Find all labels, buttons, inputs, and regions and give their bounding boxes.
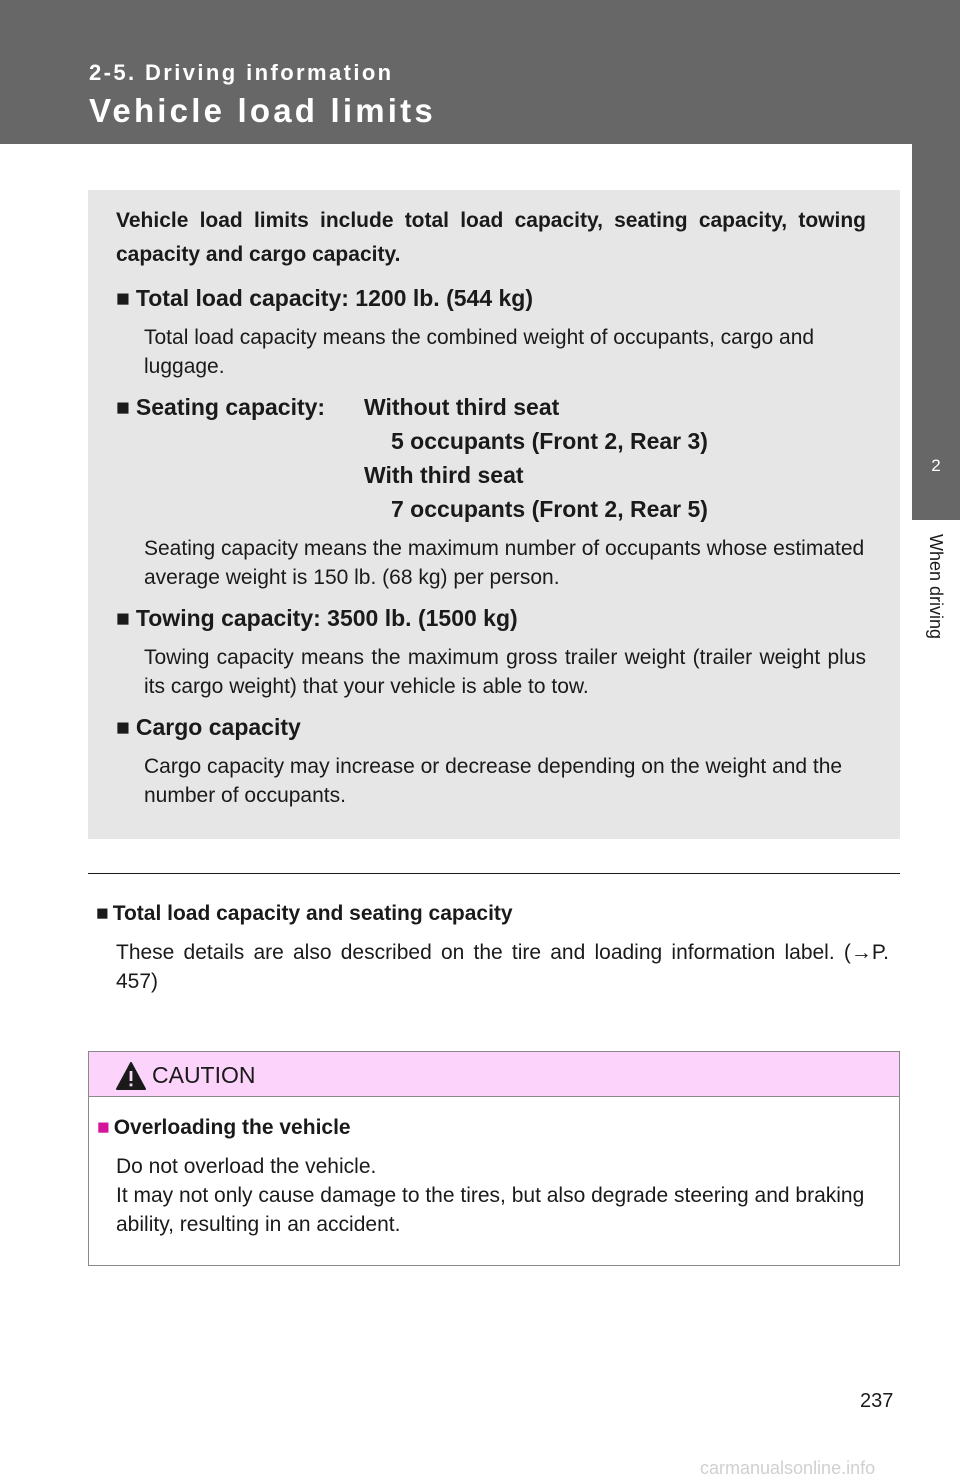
page-title: Vehicle load limits [89, 92, 436, 129]
page-number: 237 [860, 1390, 894, 1412]
chapter-tab-label-text: When driving [926, 534, 946, 640]
note-heading-text: Total load capacity and seating capacity [112, 902, 513, 925]
seating-without-value: 5 occupants (Front 2, Rear 3) [391, 428, 708, 454]
square-bullet-icon: ■ [116, 285, 130, 311]
watermark: carmanualsonline.info [700, 1458, 876, 1478]
seating-text: Seating capacity means the maximum number of occupants whose estimated average weight is 150 lb. (68 kg) per person. [144, 537, 865, 589]
chapter-tab-label [912, 520, 960, 700]
seating-heading-text: Seating capacity: [135, 394, 326, 420]
total-load-heading-text: Total load capacity: 1200 lb. (544 kg) [135, 285, 534, 311]
seating-without-label: Without third seat [364, 394, 560, 420]
seating-with-value: 7 occupants (Front 2, Rear 5) [391, 496, 708, 522]
square-bullet-icon: ■ [116, 394, 130, 420]
cargo-heading-text: Cargo capacity [135, 714, 301, 740]
intro-text: Vehicle load limits include total load capacity, seating capacity, towing capacity and cargo capacity. [116, 209, 866, 266]
caution-header [89, 1052, 899, 1097]
caution-text [116, 1152, 894, 1239]
load-limits-infobox [88, 190, 900, 839]
square-bullet-icon: ■ [116, 714, 130, 740]
towing-text: Towing capacity means the maximum gross trailer weight (trailer weight plus its cargo weight) that your vehicle is able to tow. [144, 646, 866, 698]
seating-heading [116, 394, 325, 421]
square-bullet-icon: ■ [116, 605, 130, 631]
seating-with-label: With third seat [364, 462, 524, 488]
total-load-text: Total load capacity means the combined weight of occupants, cargo and luggage. [144, 326, 815, 378]
total-load-heading [116, 285, 533, 312]
cargo-text: Cargo capacity may increase or decrease depending on the weight and the number of occupants. [144, 755, 843, 807]
section-divider [88, 873, 900, 874]
caution-box [88, 1051, 900, 1266]
section-label: 2-5. Driving information [89, 60, 394, 85]
caution-heading-text: Overloading the vehicle [113, 1116, 351, 1139]
warning-triangle-icon [115, 1061, 147, 1091]
towing-heading [116, 605, 518, 632]
chapter-tab-number[interactable]: 2 [912, 416, 960, 520]
caution-line-2: It may not only cause damage to the tires, but also degrade steering and braking ability, resulting in an accident. [116, 1184, 865, 1236]
caution-line-1: Do not overload the vehicle. [116, 1155, 377, 1178]
page-header [0, 0, 960, 144]
note-heading [96, 902, 513, 926]
side-tab-bar [912, 144, 960, 416]
square-bullet-icon: ■ [96, 902, 109, 925]
note-text: These details are also described on the tire and loading information label. (→P. 457) [116, 941, 889, 993]
towing-heading-text: Towing capacity: 3500 lb. (1500 kg) [135, 605, 518, 631]
caution-label: CAUTION [152, 1062, 256, 1088]
square-bullet-icon: ■ [97, 1116, 110, 1139]
caution-heading [97, 1116, 351, 1140]
cargo-heading [116, 714, 301, 741]
